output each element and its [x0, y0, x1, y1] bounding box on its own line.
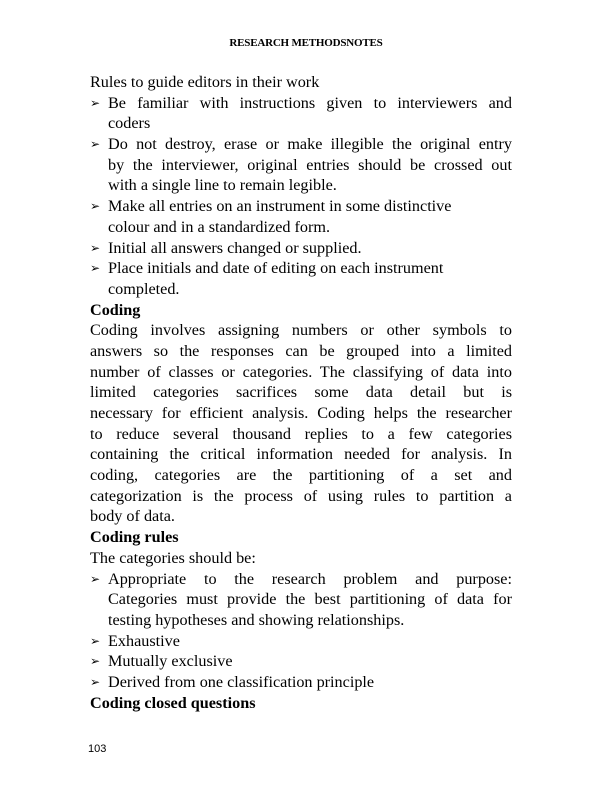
arrow-bullet-icon: ➢	[90, 654, 101, 669]
arrow-bullet-icon: ➢	[90, 137, 101, 152]
arrow-bullet-icon: ➢	[90, 633, 101, 648]
line-text: Coding involves assigning numbers or other symbols to	[90, 321, 512, 340]
page-number: 103	[88, 743, 107, 755]
bullet-item	[90, 672, 512, 693]
line-text: answers so the responses can be grouped into a limited	[90, 341, 512, 360]
text-line	[90, 113, 512, 134]
text-line	[90, 589, 512, 610]
arrow-bullet-icon: ➢	[90, 571, 101, 586]
line-text: categorization is the process of using rules to partition a	[90, 486, 512, 505]
line-text: Initial all answers changed or supplied.	[108, 238, 362, 257]
text-line	[90, 341, 512, 362]
text-line	[90, 465, 512, 486]
section-heading	[90, 527, 512, 548]
line-text: to reduce several thousand replies to a few categories	[90, 424, 512, 443]
text-line	[90, 548, 512, 569]
bullet-item	[90, 93, 512, 114]
line-text: Do not destroy, erase or make illegible the original entry	[108, 135, 512, 154]
text-line	[90, 403, 512, 424]
text-line	[90, 72, 512, 93]
line-text: Coding closed questions	[90, 693, 256, 712]
bullet-item	[90, 651, 512, 672]
line-text: The categories should be:	[90, 548, 256, 567]
line-text: Be familiar with instructions given to interviewers and	[108, 93, 512, 112]
text-line	[90, 155, 512, 176]
line-text: limited categories sacrifices some data detail but is	[90, 383, 512, 402]
bullet-item	[90, 134, 512, 155]
page-body	[90, 72, 512, 713]
arrow-bullet-icon: ➢	[90, 240, 101, 255]
line-text: Exhaustive	[108, 631, 180, 650]
text-line	[90, 175, 512, 196]
text-line	[90, 362, 512, 383]
arrow-bullet-icon: ➢	[90, 95, 101, 110]
bullet-item	[90, 569, 512, 590]
text-line	[90, 610, 512, 631]
arrow-bullet-icon: ➢	[90, 261, 101, 276]
text-line	[90, 217, 512, 238]
line-text: Categories must provide the best partitioning of data for	[108, 590, 512, 609]
bullet-item	[90, 631, 512, 652]
arrow-bullet-icon: ➢	[90, 199, 101, 214]
bullet-item	[90, 238, 512, 259]
text-line	[90, 506, 512, 527]
line-text: completed.	[108, 279, 180, 298]
running-header: RESEARCH METHODSNOTES	[229, 37, 383, 49]
line-text: Coding	[90, 300, 141, 319]
line-text: by the interviewer, original entries should be crossed out	[108, 155, 512, 174]
line-text: coding, categories are the partitioning of a set and	[90, 466, 512, 485]
line-text: colour and in a standardized form.	[108, 217, 331, 236]
line-text: number of classes or categories. The classifying of data into	[90, 362, 512, 381]
line-text: containing the critical information needed for analysis. In	[90, 445, 512, 464]
section-heading	[90, 693, 512, 714]
line-text: Make all entries on an instrument in some distinctive	[108, 197, 452, 216]
line-text: testing hypotheses and showing relationships.	[108, 610, 405, 629]
text-line	[90, 382, 512, 403]
line-text: Coding rules	[90, 528, 179, 547]
text-line	[90, 279, 512, 300]
line-text: Appropriate to the research problem and purpose:	[108, 569, 512, 588]
section-heading	[90, 300, 512, 321]
line-text: coders	[108, 114, 151, 133]
bullet-item	[90, 196, 512, 217]
text-line	[90, 444, 512, 465]
arrow-bullet-icon: ➢	[90, 674, 101, 689]
line-text: with a single line to remain legible.	[108, 176, 337, 195]
bullet-item	[90, 258, 512, 279]
line-text: Rules to guide editors in their work	[90, 73, 320, 91]
text-line	[90, 320, 512, 341]
line-text: Mutually exclusive	[108, 652, 233, 671]
text-line	[90, 486, 512, 507]
line-text: Place initials and date of editing on each instrument	[108, 259, 444, 278]
text-line	[90, 424, 512, 445]
line-text: necessary for efficient analysis. Coding helps the researcher	[90, 404, 512, 422]
line-text: Derived from one classification principle	[108, 672, 375, 691]
line-text: body of data.	[90, 507, 175, 526]
